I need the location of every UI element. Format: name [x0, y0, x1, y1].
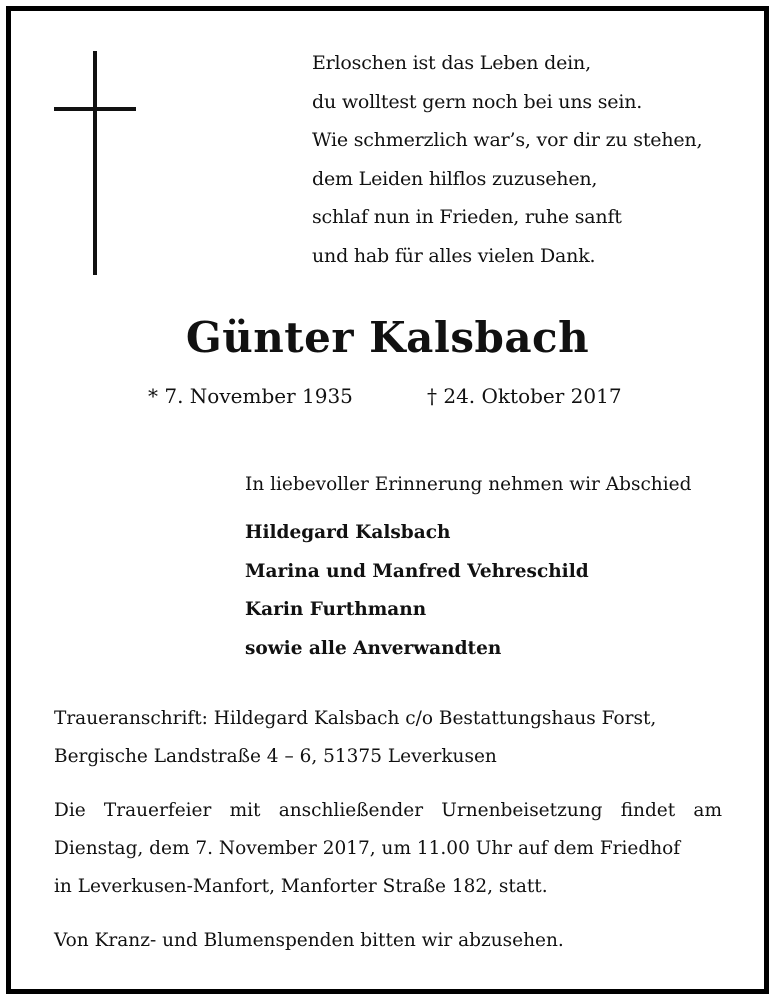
birth-date: * 7. November 1935 [148, 384, 353, 408]
service-line: Dienstag, dem 7. November 2017, um 11.00 Uhr auf dem Friedhof [54, 838, 681, 859]
deceased-name: Günter Kalsbach [185, 313, 590, 362]
address-line: Bergische Landstraße 4 – 6, 51375 Leverkusen [54, 746, 497, 767]
mourner-name: sowie alle Anverwandten [245, 637, 502, 659]
poem-line: schlaf nun in Frieden, ruhe sanft [312, 206, 622, 228]
poem-line: Wie schmerzlich war’s, vor dir zu stehen, [312, 129, 703, 151]
mourner-name: Karin Furthmann [245, 599, 427, 620]
mourner-name: Hildegard Kalsbach [245, 522, 451, 543]
mourner-list [245, 514, 589, 668]
funeral-service-notice [54, 792, 722, 906]
memorial-poem [312, 44, 752, 275]
poem-line: und hab für alles vielen Dank. [312, 244, 596, 267]
poem-line: du wolltest gern noch bei uns sein. [312, 90, 643, 113]
cross-icon [54, 51, 136, 275]
cross-horizontal-beam [54, 107, 136, 111]
death-date: † 24. Oktober 2017 [427, 384, 622, 408]
flowers-request: Von Kranz- und Blumenspenden bitten wir abzusehen. [54, 930, 564, 951]
service-line: Die Trauerfeier mit anschließender Urnenbeisetzung findet am [54, 800, 722, 821]
service-line: in Leverkusen-Manfort, Manforter Straße 182, statt. [54, 876, 548, 897]
cross-vertical-beam [93, 51, 97, 275]
poem-line: dem Leiden hilflos zuzusehen, [312, 167, 598, 190]
address-line: Traueranschrift: Hildegard Kalsbach c/o Bestattungshaus Forst, [54, 708, 657, 729]
mourner-name: Marina und Manfred Vehreschild [245, 560, 589, 582]
mourning-address [54, 700, 656, 776]
poem-line: Erloschen ist das Leben dein, [312, 52, 591, 74]
farewell-intro: In liebevoller Erinnerung nehmen wir Abschied [245, 474, 692, 495]
